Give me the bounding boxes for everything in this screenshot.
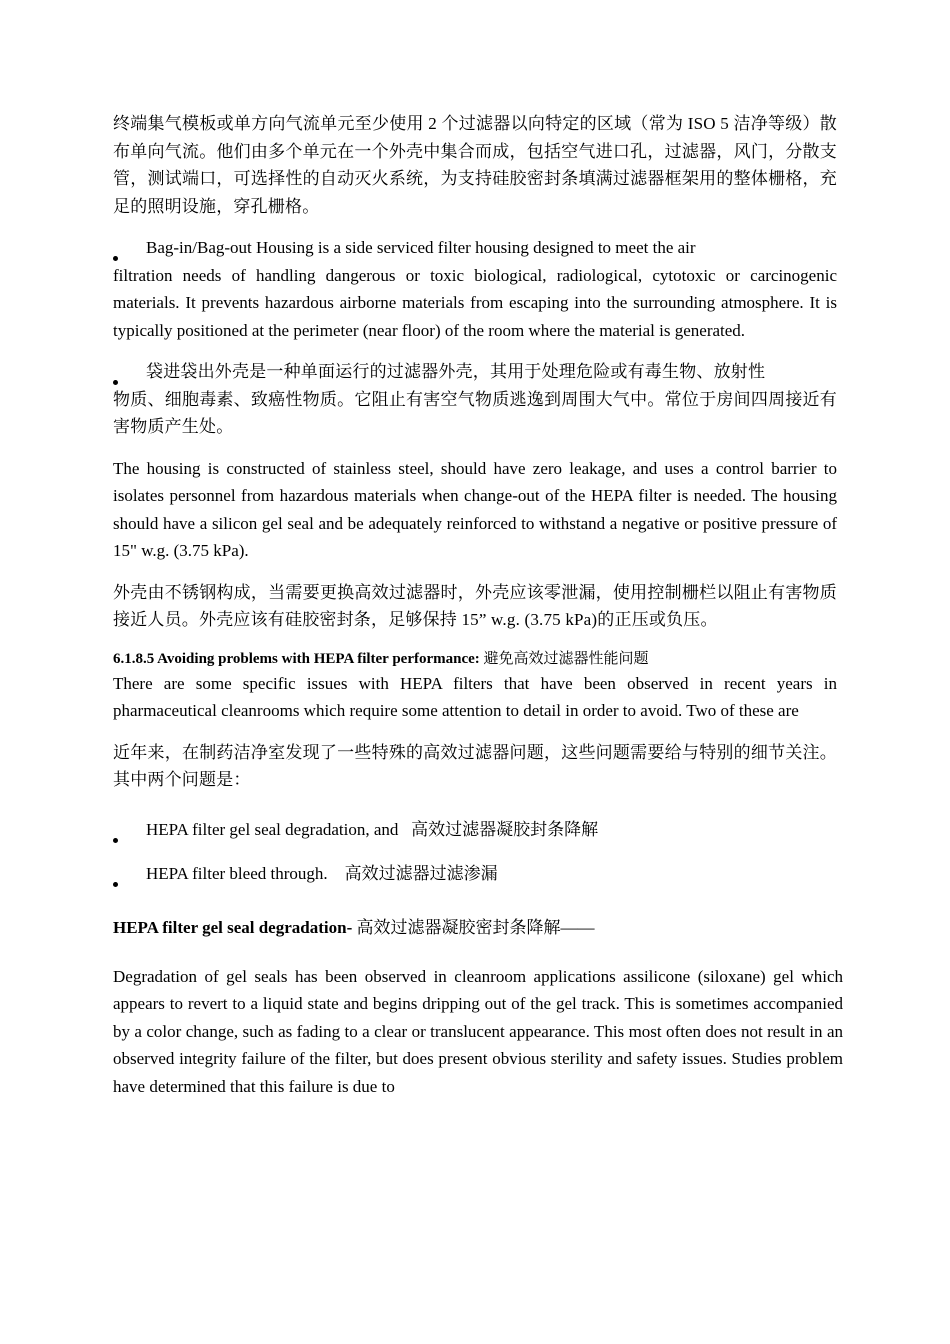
section-heading-en: 6.1.8.5 Avoiding problems with HEPA filter performance: [113,650,480,667]
gel-seal-heading-en: HEPA filter gel seal degradation- [113,917,353,937]
bullet-bag-in-bag-out-en [113,234,837,344]
bullet-dot [113,380,118,385]
bullet-first-line: 袋进袋出外壳是一种单面运行的过滤器外壳，其用于处理危险或有毒生物、放射性 [146,362,766,381]
paragraph-degradation-en: Degradation of gel seals has been observed in cleanroom applications assilicone (siloxane) gel which appears to revert to a liquid state and begins dripping out of the gel track. This is sometimes accompanied by a color change, such as fading to a clear or translucent appearance. This most often does not result in an observed integrity failure of the filter, but does present obvious sterility and safety issues. Studies problem have determined that this failure is due to [113,966,843,1096]
paragraph-housing-zh: 外壳由不锈钢构成，当需要更换高效过滤器时，外壳应该零泄漏，使用控制栅栏以阻止有害物质接近人员。外壳应该有硅胶密封条，足够保持 15” w.g. (3.75 kPa)的正压或负压。 [113,582,837,629]
gel-seal-heading-zh: 高效过滤器凝胶密封条降解—— [356,917,595,937]
gel-seal-heading [113,914,837,941]
bullet-dot [113,838,118,843]
paragraph-terminal-module-zh: 终端集气模板或单方向气流单元至少使用 2 个过滤器以向特定的区域（常为 ISO 5 洁净等级）散布单向气流。他们由多个单元在一个外壳中集合而成，包括空气进口孔，过滤器，风门，分散支管，测试端口，可选择性的自动灭火系统，为支持硅胶密封条填满过滤器框架用的整体栅格，充足的照明设施，穿孔栅格。 [113,114,837,216]
document-page [113,110,843,1100]
bullet-continuation: 物质、细胞毒素、致癌性物质。它阻止有害空气物质逃逸到周围大气中。常位于房间四周接近有害物质产生处。 [113,389,837,436]
paragraph-issues-en: There are some specific issues with HEPA filters that have been observed in recent years in pharmaceutical cleanrooms which require some attention to detail in order to avoid. Two of these are [113,673,837,720]
paragraph-housing-en: The housing is constructed of stainless steel, should have zero leakage, and uses a control barrier to isolates personnel from hazardous materials when change-out of the HEPA filter is needed. The housing should have a silicon gel seal and be adequately reinforced to withstand a negative or positive pressure of 15" w.g. (3.75 kPa). [113,458,837,560]
list-item-text: HEPA filter gel seal degradation, and 高效过滤器凝胶封条降解 [146,819,599,839]
bullet-first-line: Bag-in/Bag-out Housing is a side serviced filter housing designed to meet the air [146,238,696,257]
bullet-dot [113,256,118,261]
list-item-bleed-through [113,860,837,904]
list-item-text: HEPA filter bleed through. 高效过滤器过滤渗漏 [146,863,498,883]
list-item-gel-seal [113,816,837,860]
bullet-continuation: filtration needs of handling dangerous or toxic biological, radiological, cytotoxic or carcinogenic materials. It prevents hazardous airborne materials from escaping into the surrounding atmosphere. It is typically positioned at the perimeter (near floor) of the room where the material is generated. [113,265,837,340]
bullet-dot [113,882,118,887]
bullet-bag-in-bag-out-zh [113,358,837,441]
section-heading-zh: 避免高效过滤器性能问题 [483,650,649,667]
paragraph-issues-zh: 近年来，在制药洁净室发现了一些特殊的高效过滤器问题，这些问题需要给与特别的细节关注。其中两个问题是： [113,742,837,789]
section-heading-6-1-8-5 [113,648,837,670]
